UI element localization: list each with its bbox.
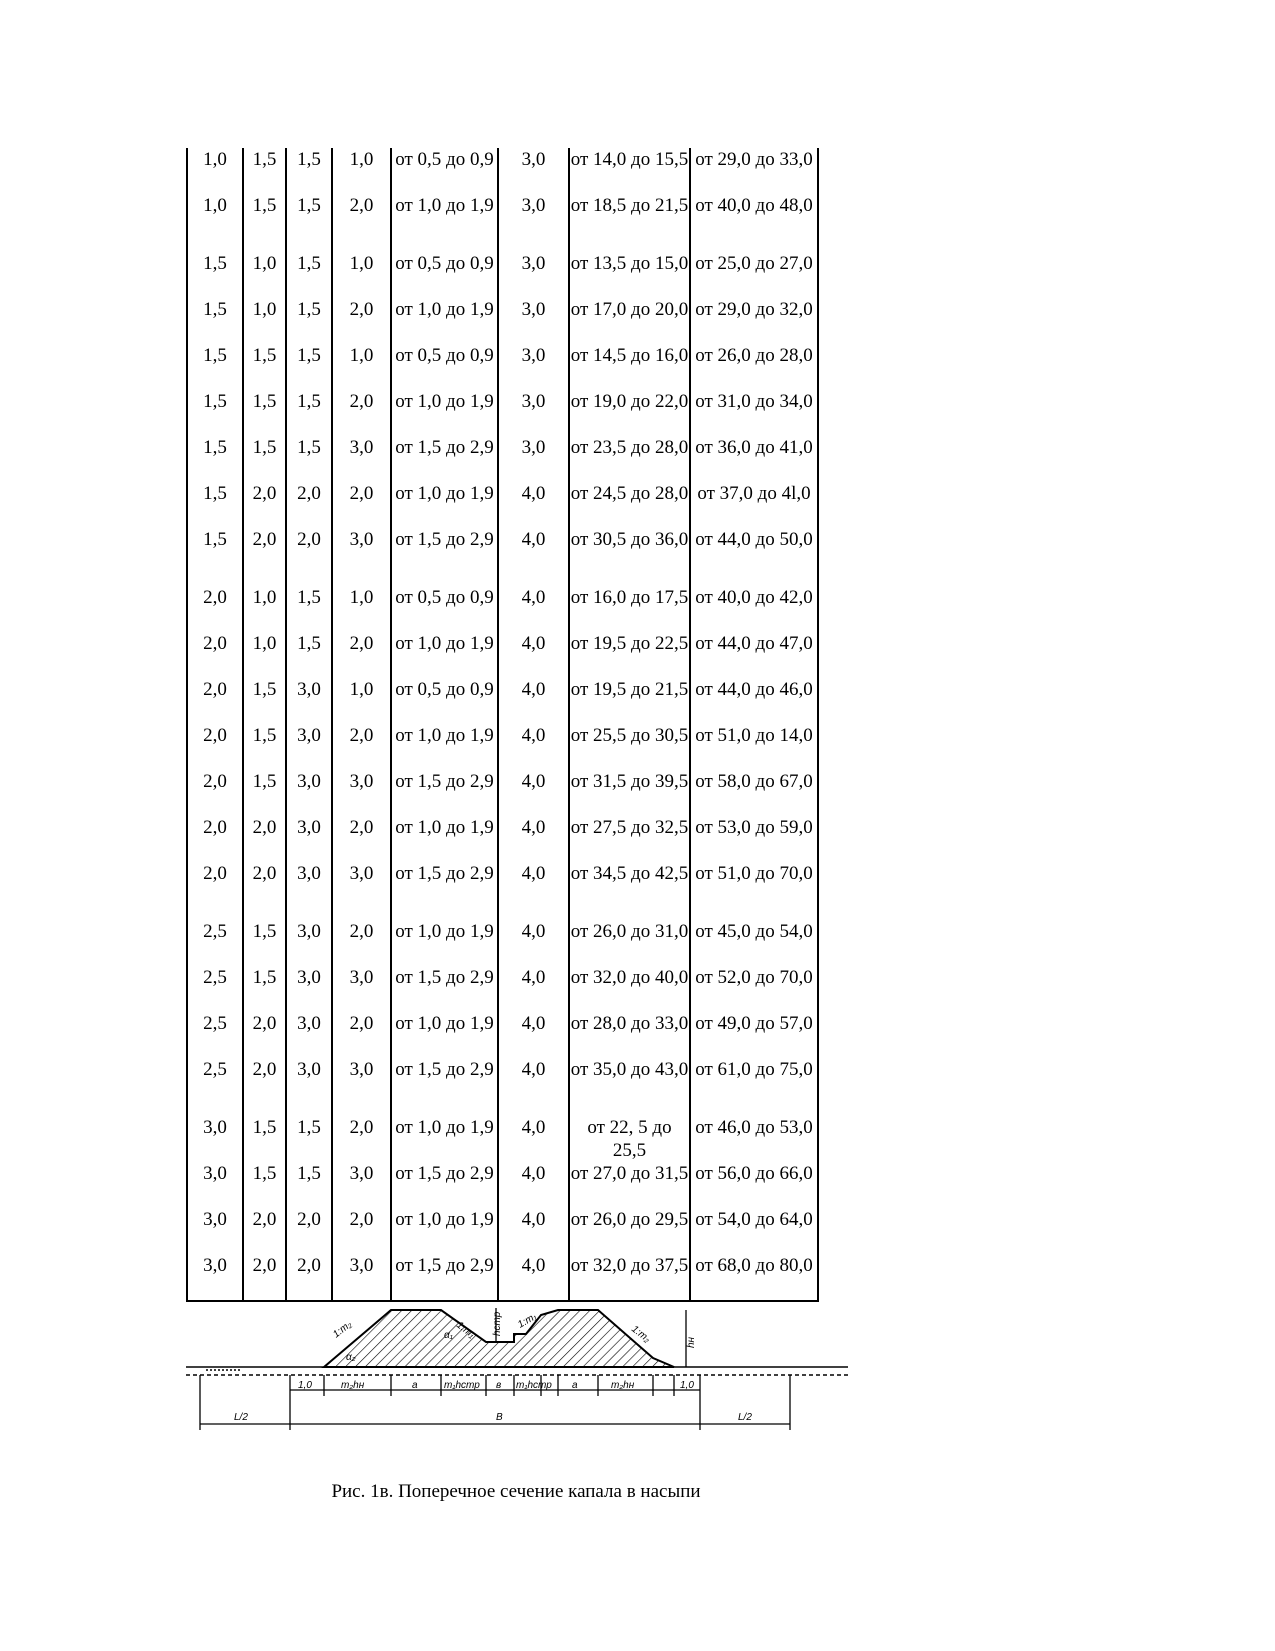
table-cell: 1,0 — [243, 240, 286, 298]
table-cell: 2,0 — [243, 1254, 286, 1301]
table-cell: от 25,0 до 27,0 — [690, 240, 818, 298]
table-cell: от 1,5 до 2,9 — [391, 770, 498, 816]
table-row — [187, 966, 818, 1012]
table-cell: от 22, 5 до 25,5 — [569, 1104, 690, 1162]
table-cell: 3,0 — [286, 770, 332, 816]
table-cell: от 19,5 до 21,5 — [569, 678, 690, 724]
table-row — [187, 816, 818, 862]
table-cell: от 31,5 до 39,5 — [569, 770, 690, 816]
table-cell: 3,0 — [498, 240, 569, 298]
label-alpha1: α₁ — [444, 1330, 453, 1341]
table-cell: 2,0 — [187, 632, 243, 678]
table-cell: от 58,0 до 67,0 — [690, 770, 818, 816]
table-cell: 4,0 — [498, 678, 569, 724]
table-cell: 4,0 — [498, 966, 569, 1012]
table-cell: от 49,0 до 57,0 — [690, 1012, 818, 1058]
table-cell: от 0,5 до 0,9 — [391, 574, 498, 632]
table-cell: 2,0 — [332, 390, 391, 436]
table-cell: 2,0 — [332, 724, 391, 770]
table-cell: от 53,0 до 59,0 — [690, 816, 818, 862]
table-cell: 3,0 — [498, 390, 569, 436]
table-cell: от 45,0 до 54,0 — [690, 908, 818, 966]
table-cell: 1,5 — [286, 240, 332, 298]
table-cell: 1,5 — [243, 344, 286, 390]
table-cell: от 1,5 до 2,9 — [391, 528, 498, 574]
table-cell: 4,0 — [498, 862, 569, 908]
table-cell: 2,0 — [332, 816, 391, 862]
table-cell: от 27,5 до 32,5 — [569, 816, 690, 862]
table-cell: 3,0 — [332, 1058, 391, 1104]
table-cell: 1,5 — [243, 770, 286, 816]
table-cell: от 14,5 до 16,0 — [569, 344, 690, 390]
dim-a-left: a — [412, 1380, 418, 1391]
table-cell: от 14,0 до 15,5 — [569, 148, 690, 194]
table-cell: от 54,0 до 64,0 — [690, 1208, 818, 1254]
figure-caption: Рис. 1в. Поперечное сечение капала в насыпи — [331, 1481, 701, 1502]
table-cell: 1,0 — [187, 148, 243, 194]
table-cell: 2,0 — [286, 1254, 332, 1301]
table-cell: от 56,0 до 66,0 — [690, 1162, 818, 1208]
table-cell: 2,0 — [332, 908, 391, 966]
table-cell: от 26,0 до 28,0 — [690, 344, 818, 390]
table-cell: 3,0 — [286, 908, 332, 966]
table-cell: 1,5 — [187, 528, 243, 574]
table-cell: 2,0 — [187, 678, 243, 724]
table-row — [187, 1208, 818, 1254]
table-cell: 3,0 — [286, 724, 332, 770]
table-cell: 2,0 — [187, 770, 243, 816]
table-cell: от 26,0 до 31,0 — [569, 908, 690, 966]
dim-b-total: B — [496, 1412, 503, 1423]
table-row — [187, 1104, 818, 1162]
table-cell: 3,0 — [332, 1162, 391, 1208]
table-cell: 3,0 — [187, 1208, 243, 1254]
table-cell: от 0,5 до 0,9 — [391, 344, 498, 390]
table-cell: от 26,0 до 29,5 — [569, 1208, 690, 1254]
table-cell: 2,0 — [243, 528, 286, 574]
table-cell: 1,5 — [286, 574, 332, 632]
table-cell: 1,5 — [187, 240, 243, 298]
table-cell: 2,0 — [286, 528, 332, 574]
table-cell: 3,0 — [332, 966, 391, 1012]
canal-cross-section-figure — [186, 1308, 848, 1458]
table-cell: 3,0 — [332, 770, 391, 816]
table-cell: 1,5 — [243, 436, 286, 482]
table-row — [187, 344, 818, 390]
table-cell: 4,0 — [498, 1012, 569, 1058]
table-cell: 2,0 — [187, 574, 243, 632]
table-cell: от 46,0 до 53,0 — [690, 1104, 818, 1162]
table-row — [187, 632, 818, 678]
table-cell: 2,5 — [187, 908, 243, 966]
table-row — [187, 724, 818, 770]
table-cell: от 68,0 до 80,0 — [690, 1254, 818, 1301]
table-cell: 2,0 — [187, 816, 243, 862]
table-cell: от 51,0 до 70,0 — [690, 862, 818, 908]
label-slope-left: 1:m₂ — [331, 1319, 354, 1341]
dim-l2-left: L/2 — [234, 1412, 248, 1423]
label-slope-inner-left: 1:m₁ — [454, 1319, 477, 1341]
table-cell: от 1,0 до 1,9 — [391, 298, 498, 344]
table-cell: от 61,0 до 75,0 — [690, 1058, 818, 1104]
table-cell: от 23,5 до 28,0 — [569, 436, 690, 482]
table-cell: 1,5 — [286, 1162, 332, 1208]
label-alpha2: α₂ — [346, 1352, 356, 1363]
table-cell: от 24,5 до 28,0 — [569, 482, 690, 528]
table-cell: 1,5 — [286, 194, 332, 240]
table-row — [187, 436, 818, 482]
table-row — [187, 678, 818, 724]
table-cell: от 40,0 до 42,0 — [690, 574, 818, 632]
table-cell: 4,0 — [498, 1058, 569, 1104]
table-cell: 1,0 — [243, 298, 286, 344]
table-row — [187, 574, 818, 632]
table-cell: 4,0 — [498, 1254, 569, 1301]
table-cell: 3,0 — [332, 528, 391, 574]
table-cell: от 51,0 до 14,0 — [690, 724, 818, 770]
table-row — [187, 482, 818, 528]
table-cell: от 32,0 до 40,0 — [569, 966, 690, 1012]
table-cell: от 27,0 до 31,5 — [569, 1162, 690, 1208]
table-cell: 3,0 — [286, 966, 332, 1012]
table-cell: 1,5 — [243, 966, 286, 1012]
table-cell: 3,0 — [332, 436, 391, 482]
dim-1-0-right: 1,0 — [680, 1380, 694, 1391]
table-cell: 4,0 — [498, 482, 569, 528]
table-cell: 4,0 — [498, 724, 569, 770]
dim-a-right: a — [572, 1380, 578, 1391]
table-cell: от 16,0 до 17,5 — [569, 574, 690, 632]
table-cell: 3,0 — [187, 1162, 243, 1208]
table-cell: 2,0 — [332, 298, 391, 344]
table-cell: от 13,5 до 15,0 — [569, 240, 690, 298]
table-cell: 1,5 — [243, 678, 286, 724]
table-cell: 4,0 — [498, 528, 569, 574]
table-cell: 3,0 — [498, 344, 569, 390]
table-cell: 1,5 — [187, 390, 243, 436]
table-cell: от 1,5 до 2,9 — [391, 1162, 498, 1208]
table-cell: от 1,0 до 1,9 — [391, 194, 498, 240]
table-cell: 2,0 — [243, 1208, 286, 1254]
table-cell: от 1,0 до 1,9 — [391, 390, 498, 436]
table-cell: от 37,0 до 4l,0 — [690, 482, 818, 528]
table-cell: 2,0 — [286, 1208, 332, 1254]
table-cell: 3,0 — [498, 298, 569, 344]
table-cell: 2,5 — [187, 966, 243, 1012]
table-row — [187, 390, 818, 436]
table-cell: 2,5 — [187, 1012, 243, 1058]
table-cell: 1,5 — [286, 148, 332, 194]
table-cell: 3,0 — [498, 194, 569, 240]
table-cell: 2,0 — [332, 1104, 391, 1162]
table-cell: от 25,5 до 30,5 — [569, 724, 690, 770]
table-row — [187, 194, 818, 240]
table-cell: от 0,5 до 0,9 — [391, 240, 498, 298]
table-cell: 3,0 — [187, 1254, 243, 1301]
table-cell: от 44,0 до 46,0 — [690, 678, 818, 724]
table-cell: 3,0 — [498, 436, 569, 482]
dim-b: в — [496, 1380, 502, 1391]
table-row — [187, 1254, 818, 1301]
table-cell: 4,0 — [498, 1104, 569, 1162]
table-cell: от 19,5 до 22,5 — [569, 632, 690, 678]
table-cell: 1,0 — [332, 148, 391, 194]
table-cell: 1,5 — [187, 482, 243, 528]
table-row — [187, 148, 818, 194]
table-cell: 3,0 — [286, 1012, 332, 1058]
label-slope-inner-right: 1:m₁ — [516, 1311, 539, 1331]
dim-1-0-left: 1,0 — [298, 1380, 312, 1391]
table-cell: 4,0 — [498, 1208, 569, 1254]
table-cell: 1,5 — [286, 436, 332, 482]
table-cell: 1,0 — [332, 344, 391, 390]
table-cell: от 19,0 до 22,0 — [569, 390, 690, 436]
table-cell: 4,0 — [498, 816, 569, 862]
table-cell: 3,0 — [286, 816, 332, 862]
table-cell: от 29,0 до 33,0 — [690, 148, 818, 194]
dim-m2hn-right: m₂hн — [611, 1380, 635, 1391]
table-cell: 3,0 — [286, 678, 332, 724]
table-cell: от 1,0 до 1,9 — [391, 632, 498, 678]
table-cell: от 31,0 до 34,0 — [690, 390, 818, 436]
table-cell: от 1,5 до 2,9 — [391, 436, 498, 482]
table-cell: 4,0 — [498, 770, 569, 816]
table-cell: 1,0 — [243, 574, 286, 632]
table-cell: 3,0 — [332, 1254, 391, 1301]
table-cell: от 29,0 до 32,0 — [690, 298, 818, 344]
table-cell: от 35,0 до 43,0 — [569, 1058, 690, 1104]
table-cell: 2,0 — [332, 482, 391, 528]
table-cell: 3,0 — [332, 862, 391, 908]
table-cell: от 1,0 до 1,9 — [391, 724, 498, 770]
table-cell: 1,5 — [286, 1104, 332, 1162]
table-cell: от 44,0 до 47,0 — [690, 632, 818, 678]
data-table — [186, 148, 819, 1302]
table-cell: от 1,0 до 1,9 — [391, 1104, 498, 1162]
table-cell: 2,0 — [243, 862, 286, 908]
table-cell: 3,0 — [187, 1104, 243, 1162]
table-cell: 1,5 — [187, 436, 243, 482]
table-cell: 1,5 — [243, 724, 286, 770]
table-cell: 1,5 — [243, 908, 286, 966]
label-h-str: hстр — [492, 1311, 503, 1336]
table-cell: 1,0 — [243, 632, 286, 678]
table-cell: 1,5 — [243, 1104, 286, 1162]
table-row — [187, 862, 818, 908]
table-cell: 2,0 — [243, 1058, 286, 1104]
table-cell: 1,5 — [243, 194, 286, 240]
dim-m2hn-left: m₂hн — [341, 1380, 365, 1391]
table-cell: 3,0 — [286, 1058, 332, 1104]
table-cell: от 32,0 до 37,5 — [569, 1254, 690, 1301]
table-cell: от 34,5 до 42,5 — [569, 862, 690, 908]
table-cell: от 1,0 до 1,9 — [391, 816, 498, 862]
label-h-n: hн — [686, 1336, 697, 1348]
table-cell: 1,5 — [286, 298, 332, 344]
table-cell: 1,5 — [243, 148, 286, 194]
table-cell: 2,0 — [187, 862, 243, 908]
table-cell: 2,0 — [243, 1012, 286, 1058]
table-cell: от 1,0 до 1,9 — [391, 908, 498, 966]
table-row — [187, 240, 818, 298]
table-cell: от 1,0 до 1,9 — [391, 482, 498, 528]
table-row — [187, 1058, 818, 1104]
table-cell: от 52,0 до 70,0 — [690, 966, 818, 1012]
table-cell: от 1,0 до 1,9 — [391, 1012, 498, 1058]
table-cell: от 1,5 до 2,9 — [391, 1254, 498, 1301]
table-cell: от 44,0 до 50,0 — [690, 528, 818, 574]
table-row — [187, 908, 818, 966]
table-cell: 4,0 — [498, 574, 569, 632]
table-cell: от 18,5 до 21,5 — [569, 194, 690, 240]
table-cell: от 1,0 до 1,9 — [391, 1208, 498, 1254]
table-cell: 4,0 — [498, 1162, 569, 1208]
table-cell: 2,0 — [243, 816, 286, 862]
table-cell: 2,0 — [243, 482, 286, 528]
table-cell: 1,5 — [243, 1162, 286, 1208]
dim-m1hstr-right: m₁hстр — [516, 1380, 552, 1391]
table-cell: 1,0 — [332, 240, 391, 298]
table-cell: 2,0 — [332, 1208, 391, 1254]
table-cell: 1,0 — [332, 678, 391, 724]
table-cell: 2,0 — [332, 1012, 391, 1058]
dim-l2-right: L/2 — [738, 1412, 752, 1423]
table-cell: от 1,5 до 2,9 — [391, 966, 498, 1012]
table-cell: 1,0 — [332, 574, 391, 632]
table-cell: 1,5 — [187, 344, 243, 390]
table-cell: 2,0 — [332, 632, 391, 678]
table-cell: от 28,0 до 33,0 — [569, 1012, 690, 1058]
table-cell: 1,5 — [243, 390, 286, 436]
table-row — [187, 1012, 818, 1058]
table-cell: 1,0 — [187, 194, 243, 240]
table-row — [187, 1162, 818, 1208]
table-cell: от 30,5 до 36,0 — [569, 528, 690, 574]
table-cell: 1,5 — [286, 344, 332, 390]
table-cell: 2,5 — [187, 1058, 243, 1104]
table-cell: от 40,0 до 48,0 — [690, 194, 818, 240]
table-cell: 3,0 — [286, 862, 332, 908]
table-cell: 4,0 — [498, 632, 569, 678]
table-cell: от 1,5 до 2,9 — [391, 862, 498, 908]
table-cell: от 0,5 до 0,9 — [391, 148, 498, 194]
table-cell: 2,0 — [286, 482, 332, 528]
table-cell: от 17,0 до 20,0 — [569, 298, 690, 344]
table-cell: от 1,5 до 2,9 — [391, 1058, 498, 1104]
table-cell: 2,0 — [187, 724, 243, 770]
table-row — [187, 298, 818, 344]
table-cell: 1,5 — [286, 632, 332, 678]
table-cell: от 36,0 до 41,0 — [690, 436, 818, 482]
table-row — [187, 528, 818, 574]
table-cell: 2,0 — [332, 194, 391, 240]
table-cell: от 0,5 до 0,9 — [391, 678, 498, 724]
table-row — [187, 770, 818, 816]
ground-line — [186, 1367, 848, 1375]
label-slope-right: 1:m₂ — [629, 1323, 653, 1345]
table-cell: 1,5 — [286, 390, 332, 436]
table-cell: 1,5 — [187, 298, 243, 344]
table-body — [187, 148, 818, 1301]
table-cell: 4,0 — [498, 908, 569, 966]
table-cell: 3,0 — [498, 148, 569, 194]
dim-m1hstr-left: m₁hстр — [444, 1380, 480, 1391]
